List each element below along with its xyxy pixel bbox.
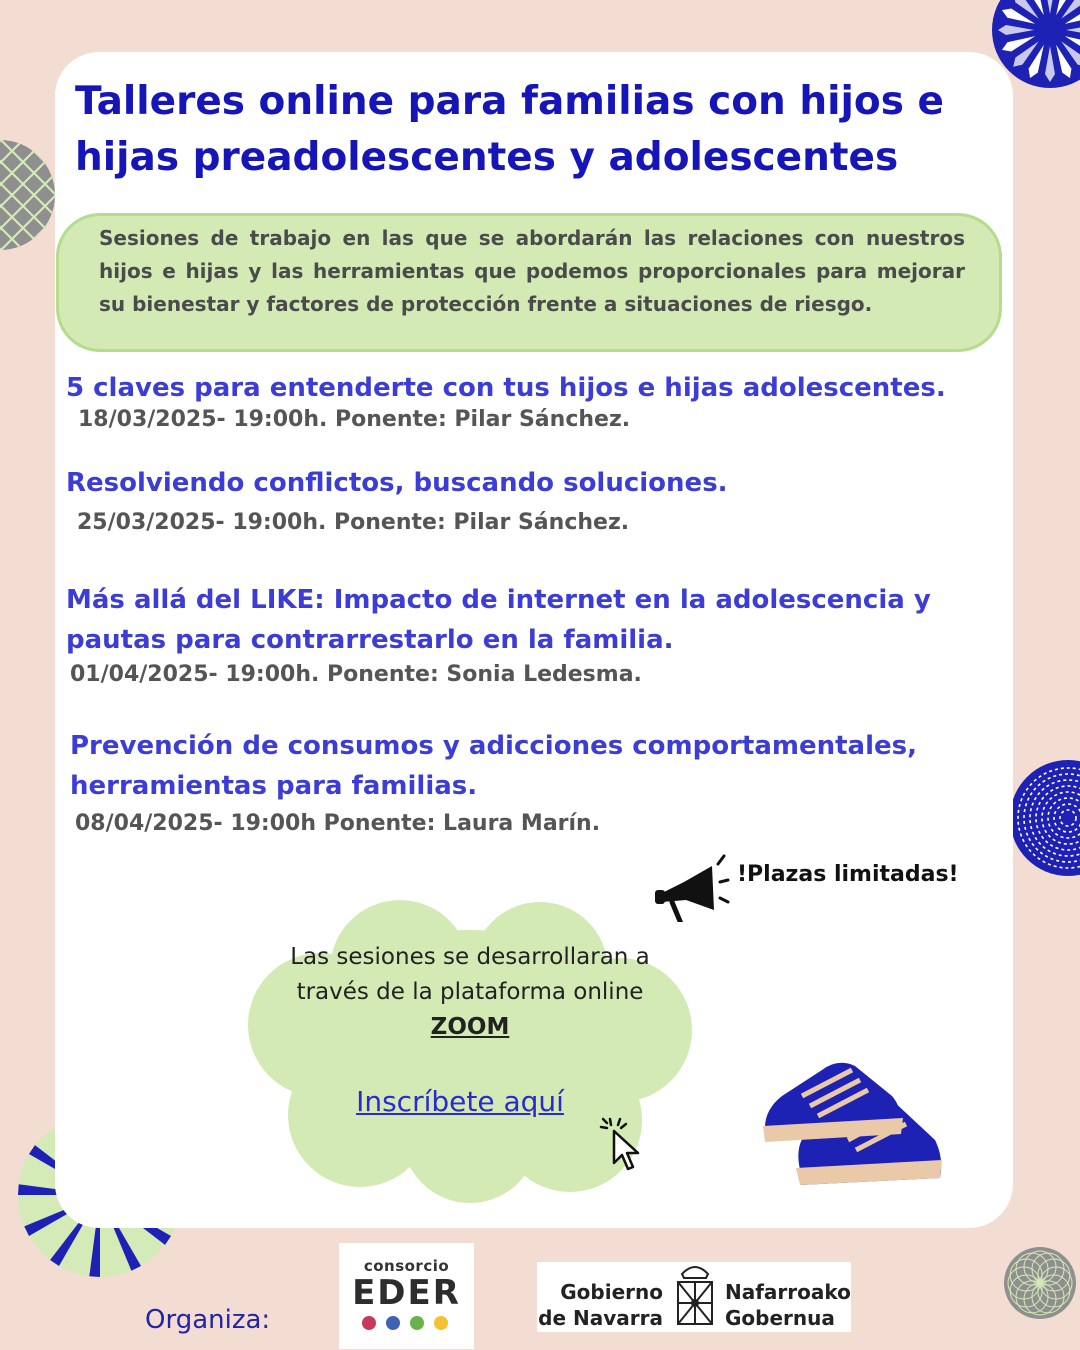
- navarra-coat-of-arms-icon: [670, 1262, 720, 1330]
- intro-text: Sesiones de trabajo en las que se abordarán las relaciones con nuestros hijos e hijas y las herramientas que podemos proporcionales para mejorar su bienestar y factores de protección frente a situaciones de riesgo.: [99, 226, 965, 316]
- gobierno-navarra-logo: Gobierno de Navarra Nafarroako Gobernua: [537, 1262, 851, 1332]
- sneakers-illustration: [760, 1060, 960, 1190]
- intro-box: [56, 213, 1002, 352]
- zoom-label: ZOOM: [430, 1014, 510, 1040]
- workshop-3-title: Más allá del LIKE: Impacto de internet en la adolescencia y pautas para contrarrestarlo en la familia.: [66, 585, 931, 655]
- workshop-3-info: 01/04/2025- 19:00h. Ponente: Sonia Ledesma.: [70, 662, 642, 687]
- platform-description: Las sesiones se desarrollaran a través de la plataforma online: [290, 944, 650, 1005]
- cloud-text: [290, 940, 650, 1045]
- bottom-right-flower: [1004, 1247, 1076, 1319]
- eder-logo-dots: [339, 1311, 474, 1341]
- workshop-1-info: 18/03/2025- 19:00h. Ponente: Pilar Sánchez.: [78, 407, 631, 432]
- workshop-4-title: Prevención de consumos y adicciones comportamentales, herramientas para familias.: [70, 731, 917, 801]
- limited-places-label: !Plazas limitadas!: [737, 862, 959, 887]
- page-title: Talleres online para familias con hijos e hijas preadolescentes y adolescentes: [75, 79, 944, 180]
- organiza-label: Organiza:: [145, 1305, 271, 1335]
- right-blue-circle: [1010, 760, 1080, 876]
- workshop-2-title: Resolviendo conflictos, buscando soluciones.: [66, 468, 728, 498]
- eder-logo: consorcio EDER: [339, 1243, 474, 1349]
- workshop-2-info: 25/03/2025- 19:00h. Ponente: Pilar Sánchez.: [77, 510, 630, 535]
- workshop-1-title: 5 claves para entenderte con tus hijos e hijas adolescentes.: [66, 373, 946, 403]
- signup-link[interactable]: Inscríbete aquí: [356, 1085, 564, 1118]
- workshop-4-info: 08/04/2025- 19:00h Ponente: Laura Marín.: [75, 811, 601, 836]
- cursor-click-icon[interactable]: [598, 1115, 648, 1175]
